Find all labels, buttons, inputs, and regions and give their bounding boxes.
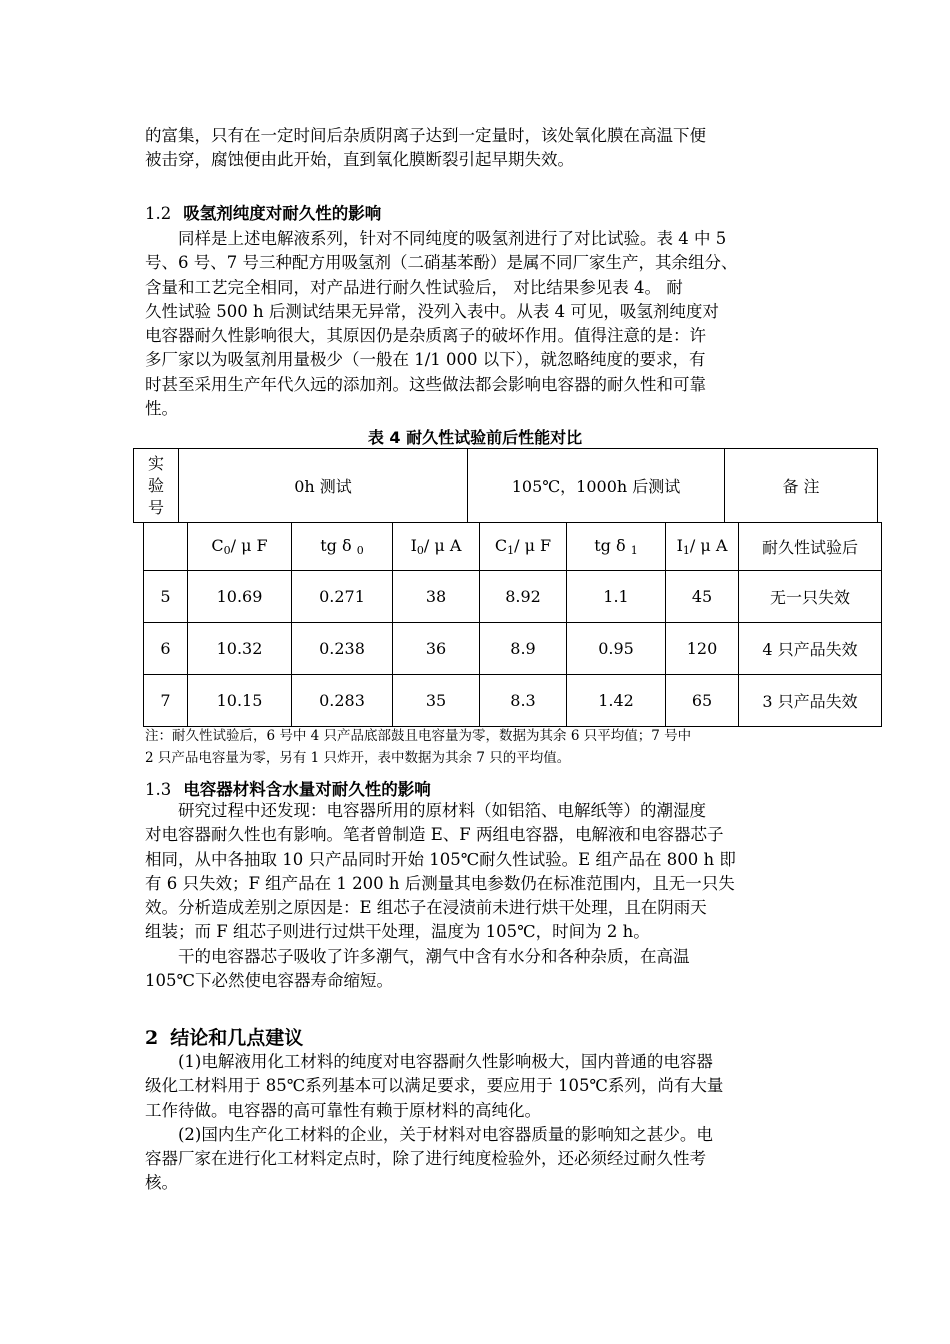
subheader-c1: $C_1/$ μ F	[480, 523, 567, 571]
cell-remark: 3 只产品失效	[739, 675, 882, 727]
intro-paragraph	[145, 124, 825, 173]
text-line: 研究过程中还发现：电容器所用的原材料（如铝箔、电解纸等）的潮湿度	[178, 801, 706, 820]
cell-c1: 8.3	[480, 675, 567, 727]
subheader-row	[144, 523, 882, 571]
text-line: 时甚至采用生产年代久远的添加剂。这些做法都会影响电容器的耐久性和可靠	[145, 374, 706, 394]
text-line: 号、6 号、7 号三种配方用吸氢剂（二硝基苯酚）是属不同厂家生产，其余组分、	[145, 253, 738, 273]
header-test-105: 105℃，1000h 后测试	[468, 449, 725, 523]
text-line: 多厂家以为吸氢剂用量极少（一般在 1/1 000 以下），就忽略纯度的要求，有	[145, 350, 706, 370]
cell-c1: 8.9	[480, 623, 567, 675]
section-number: 1.3	[145, 780, 172, 799]
cell-i1: 45	[666, 571, 739, 623]
cell-tg1: 0.95	[567, 623, 666, 675]
cell-no: 7	[144, 675, 188, 727]
cell-i0: 38	[393, 571, 480, 623]
section-1-2-paragraph	[145, 227, 825, 421]
table-row	[144, 623, 882, 675]
text-line: (2)国内生产化工材料的企业，关于材料对电容器质量的影响知之甚少。电	[178, 1124, 713, 1144]
cell-tg0: 0.271	[292, 571, 393, 623]
cell-tg0: 0.283	[292, 675, 393, 727]
cell-no: 5	[144, 571, 188, 623]
note-line: 注：耐久性试验后，6 号中 4 只产品底部鼓且电容量为零，数据为其余 6 只平均值；7 号中	[145, 728, 692, 744]
text-line: 久性试验 500 h 后测试结果无异常，没列入表中。从表 4 可见，吸氢剂纯度对	[145, 301, 719, 321]
subheader-after: 耐久性试验后	[739, 523, 882, 571]
section-number: 2	[145, 1027, 159, 1049]
table-row	[144, 571, 882, 623]
section-heading-2	[145, 1023, 303, 1050]
text-line: 组装；而 F 组芯子则进行过烘干处理，温度为 105℃，时间为 2 h。	[145, 922, 650, 942]
text-line: 对电容器耐久性也有影响。笔者曾制造 E、F 两组电容器，电解液和电容器芯子	[145, 825, 724, 845]
table-note	[145, 725, 691, 769]
subheader-i1: $I_1/$ μ A	[666, 523, 739, 571]
text-line: 性。	[145, 399, 178, 419]
text-line: 电容器耐久性影响很大，其原因仍是杂质离子的破坏作用。值得注意的是：许	[145, 326, 706, 346]
cell-remark: 无一只失效	[739, 571, 882, 623]
cell-no: 6	[144, 623, 188, 675]
cell-c0: 10.69	[188, 571, 292, 623]
table-caption: 表 4 耐久性试验前后性能对比	[367, 428, 583, 447]
section-1-3-paragraph	[145, 799, 825, 993]
text-line: 工作待做。电容器的高可靠性有赖于原材料的高纯化。	[145, 1100, 541, 1120]
cell-i1: 65	[666, 675, 739, 727]
header-remark: 备 注	[725, 449, 878, 523]
section-title: 结论和几点建议	[170, 1027, 304, 1049]
note-line: 2 只产品电容量为零，另有 1 只炸开，表中数据为其余 7 只的平均值。	[145, 750, 571, 766]
section-2-paragraph	[145, 1050, 825, 1196]
text-line: 同样是上述电解液系列，针对不同纯度的吸氢剂进行了对比试验。表 4 中 5	[178, 229, 727, 248]
cell-i0: 35	[393, 675, 480, 727]
table-header	[133, 448, 878, 523]
section-title: 吸氢剂纯度对耐久性的影响	[183, 204, 382, 223]
text-line: 容器厂家在进行化工材料定点时，除了进行纯度检验外，还必须经过耐久性考	[145, 1149, 706, 1169]
cell-c0: 10.32	[188, 623, 292, 675]
cell-i0: 36	[393, 623, 480, 675]
section-heading-1-3	[145, 776, 431, 800]
text-line: 含量和工艺完全相同，对产品进行耐久性试验后， 对比结果参见表 4。 耐	[145, 277, 683, 297]
table-row	[144, 675, 882, 727]
text-line: 被击穿，腐蚀便由此开始，直到氧化膜断裂引起早期失效。	[145, 150, 574, 170]
cell-remark: 4 只产品失效	[739, 623, 882, 675]
section-title: 电容器材料含水量对耐久性的影响	[183, 780, 431, 799]
cell-c1: 8.92	[480, 571, 567, 623]
cell-i1: 120	[666, 623, 739, 675]
text-line: 105℃下必然使电容器寿命缩短。	[145, 971, 393, 991]
section-number: 1.2	[145, 204, 172, 223]
text-line: 核。	[145, 1173, 178, 1193]
text-line: 级化工材料用于 85℃系列基本可以满足要求，要应用于 105℃系列，尚有大量	[145, 1076, 724, 1096]
text-line: 有 6 只失效；F 组产品在 1 200 h 后测量其电参数仍在标准范围内，且无一只失	[145, 873, 735, 893]
subheader-i0: $I_0/$ μ A	[393, 523, 480, 571]
text-line: 干的电容器芯子吸收了许多潮气，潮气中含有水分和各种杂质，在高温	[178, 946, 690, 966]
data-table	[143, 522, 882, 727]
cell-tg0: 0.238	[292, 623, 393, 675]
subheader-blank	[144, 523, 188, 571]
subheader-tg0: tg δ $_0$	[292, 523, 393, 571]
text-line: 相同，从中各抽取 10 只产品同时开始 105℃耐久性试验。E 组产品在 800 h 即	[145, 849, 736, 869]
section-heading-1-2	[145, 200, 381, 224]
cell-tg1: 1.42	[567, 675, 666, 727]
header-test-0h: 0h 测试	[179, 449, 468, 523]
text-line: (1)电解液用化工材料的纯度对电容器耐久性影响极大，国内普通的电容器	[178, 1052, 713, 1071]
cell-tg1: 1.1	[567, 571, 666, 623]
header-exp-no: 实 验 号	[134, 449, 179, 523]
cell-c0: 10.15	[188, 675, 292, 727]
subheader-tg1: tg δ $_1$	[567, 523, 666, 571]
subheader-c0: $C_0/$ μ F	[188, 523, 292, 571]
text-line: 的富集，只有在一定时间后杂质阴离子达到一定量时，该处氧化膜在高温下便	[145, 126, 706, 145]
text-line: 效。分析造成差别之原因是：E 组芯子在浸渍前未进行烘干处理，且在阴雨天	[145, 898, 707, 918]
